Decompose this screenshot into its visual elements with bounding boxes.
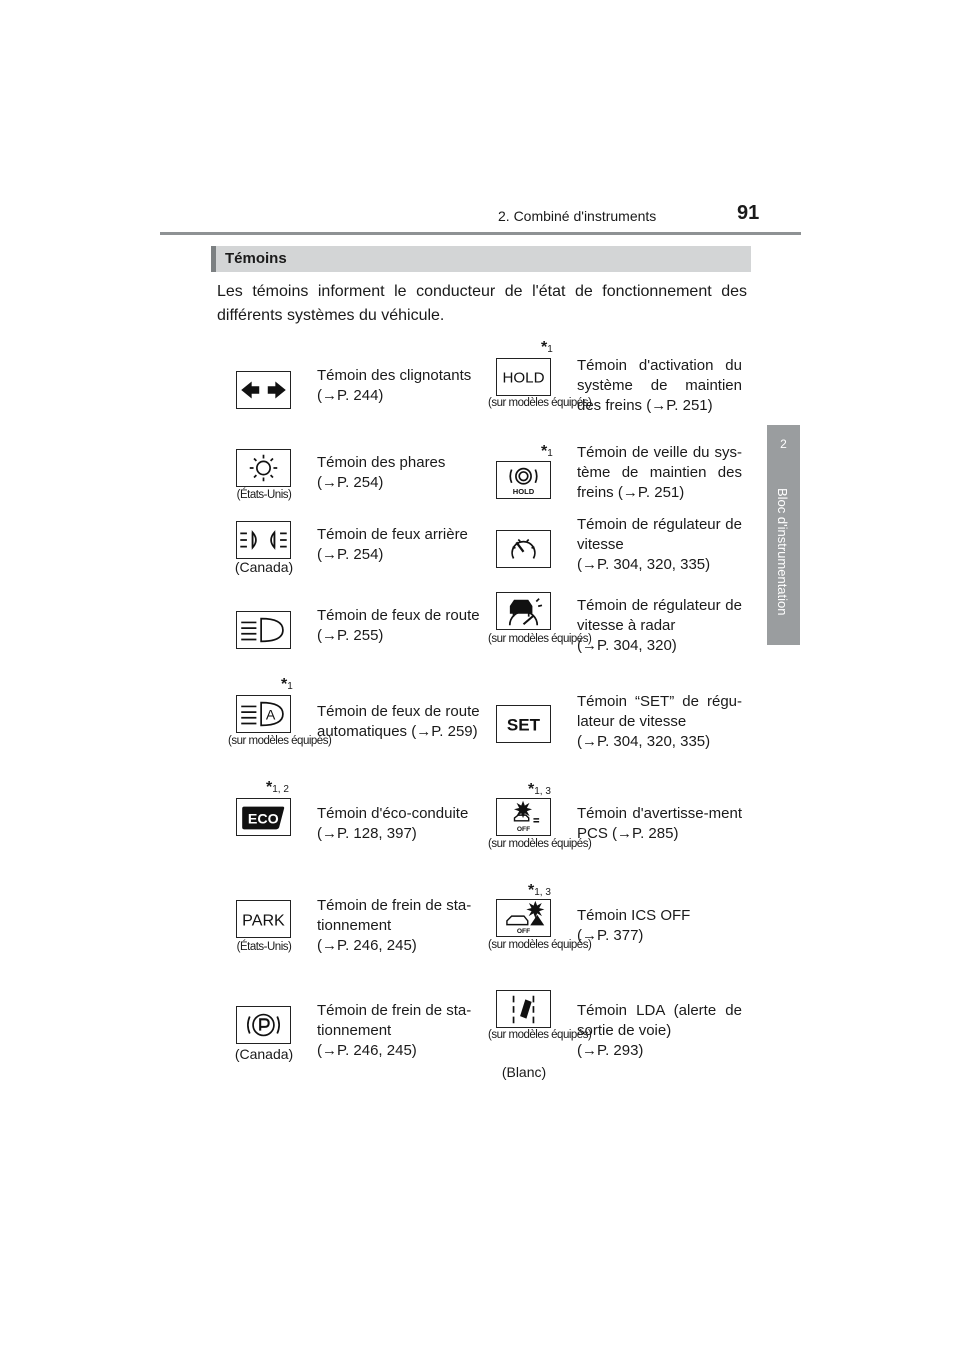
note-equipped-pcs: (sur modèles équipés) bbox=[488, 838, 592, 850]
desc-radar-cruise: Témoin de régulateur de vitesse à radar (→P. 304, 320) bbox=[577, 597, 742, 654]
tail-light-icon bbox=[236, 521, 291, 559]
footnote-mark-hold-standby: *1 bbox=[541, 443, 553, 460]
desc-headlight: Témoin des phares (→P. 254) bbox=[317, 454, 446, 491]
desc-eco: Témoin d'éco-conduite (→P. 128, 397) bbox=[317, 805, 469, 842]
pcs-off-icon bbox=[496, 798, 551, 836]
desc-lda: Témoin LDA (alerte de sortie de voie) (→P. 293) bbox=[577, 1002, 742, 1059]
desc-tail-light: Témoin de feux arrière (→P. 254) bbox=[317, 526, 468, 563]
desc-ics: Témoin ICS OFF (→P. 377) bbox=[577, 907, 691, 944]
note-equipped-radar: (sur modèles équipés) bbox=[488, 633, 592, 645]
auto-high-beam-icon bbox=[236, 695, 291, 733]
note-equipped-auto-hb: (sur modèles équipés) bbox=[228, 735, 332, 747]
desc-cruise-control: Témoin de régulateur de vitesse (→P. 304, 320, 335) bbox=[577, 516, 742, 573]
set-icon bbox=[496, 705, 551, 743]
footnote-mark-eco: *1, 2 bbox=[266, 779, 289, 796]
footnote-mark-auto-hb: *1 bbox=[281, 676, 293, 693]
note-equipped-hold: (sur modèles équipés) bbox=[488, 397, 592, 409]
park-text-icon bbox=[236, 900, 291, 938]
svg-text:ECO: ECO bbox=[247, 811, 279, 828]
desc-set: Témoin “SET” de régu-lateur de vitesse (→P. 304, 320, 335) bbox=[577, 693, 742, 750]
svg-text:A: A bbox=[265, 707, 276, 724]
radar-cruise-icon bbox=[496, 592, 551, 630]
svg-text:HOLD: HOLD bbox=[502, 369, 545, 387]
high-beam-icon bbox=[236, 611, 291, 649]
section-intro: Les témoins informent le conducteur de l'état de fonctionnement des différents systèmes du véhicule. bbox=[217, 283, 747, 324]
note-canada-park: (Canada) bbox=[234, 1046, 294, 1062]
hold-standby-icon bbox=[496, 461, 551, 499]
desc-pcs: Témoin d'avertisse-ment PCS (→P. 285) bbox=[577, 805, 742, 842]
lda-icon bbox=[496, 990, 551, 1028]
note-equipped-lda: (sur modèles équipés) bbox=[488, 1029, 592, 1041]
eco-icon bbox=[236, 798, 291, 836]
desc-auto-high-beam: Témoin de feux de route automatiques (→P. 259) bbox=[317, 703, 480, 740]
chapter-tab-label: Bloc d'instrumentation bbox=[775, 488, 790, 616]
svg-text:PARK: PARK bbox=[242, 911, 285, 930]
note-white: (Blanc) bbox=[501, 1064, 547, 1080]
section-heading-bar bbox=[211, 246, 751, 272]
note-equipped-ics: (sur modèles équipés) bbox=[488, 939, 592, 951]
svg-text:HOLD: HOLD bbox=[512, 487, 535, 497]
note-us: (États-Unis) bbox=[236, 489, 292, 501]
hold-icon bbox=[496, 358, 551, 396]
page-number: 91 bbox=[737, 202, 760, 224]
desc-park-us: Témoin de frein de sta-tionnement (→P. 246, 245) bbox=[317, 897, 472, 954]
turn-signal-icon bbox=[236, 371, 291, 409]
note-us-park: (États-Unis) bbox=[236, 941, 292, 953]
park-circle-icon bbox=[236, 1006, 291, 1044]
footnote-mark-hold: *1 bbox=[541, 339, 553, 356]
desc-park-canada: Témoin de frein de sta-tionnement (→P. 246, 245) bbox=[317, 1002, 472, 1059]
headlight-icon bbox=[236, 449, 291, 487]
desc-turn-signal: Témoin des clignotants (→P. 244) bbox=[317, 367, 472, 404]
desc-hold-standby: Témoin de veille du sys-tème de maintien des freins (→P. 251) bbox=[577, 444, 742, 501]
desc-hold: Témoin d'activation du système de maintien des freins (→P. 251) bbox=[577, 357, 742, 414]
cruise-control-icon bbox=[496, 530, 551, 568]
footnote-mark-pcs: *1, 3 bbox=[528, 781, 551, 798]
running-header-section: 2. Combiné d'instruments bbox=[498, 208, 657, 224]
chapter-tab-number: 2 bbox=[780, 437, 787, 451]
note-canada: (Canada) bbox=[234, 559, 294, 575]
svg-text:SET: SET bbox=[506, 715, 541, 735]
desc-high-beam: Témoin de feux de route (→P. 255) bbox=[317, 607, 480, 644]
ics-off-icon bbox=[496, 899, 551, 937]
footnote-mark-ics: *1, 3 bbox=[528, 882, 551, 899]
svg-text:OFF: OFF bbox=[516, 826, 531, 834]
section-title: Témoins bbox=[225, 250, 287, 267]
header-rule bbox=[160, 232, 801, 235]
svg-text:OFF: OFF bbox=[516, 928, 531, 936]
